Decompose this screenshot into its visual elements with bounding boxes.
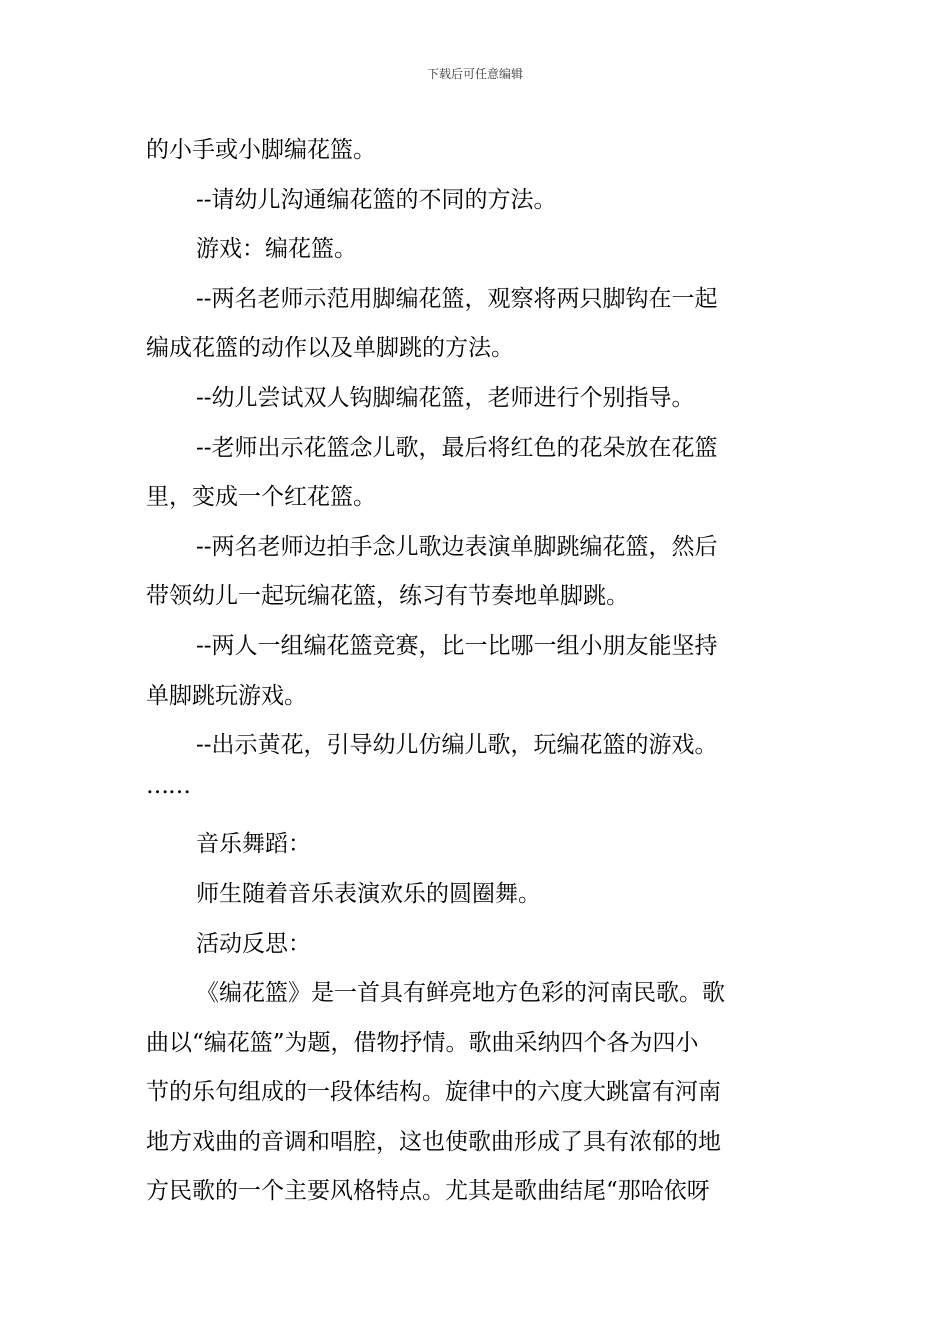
text-line: --老师出示花篮念儿歌，最后将红色的花朵放在花篮: [196, 434, 718, 461]
text-line: 编成花篮的动作以及单脚跳的方法。: [146, 335, 514, 362]
page-header: 下载后可任意编辑: [426, 67, 523, 81]
text-line: 节的乐句组成的一段体结构。旋律中的六度大跳富有河南: [146, 1079, 721, 1106]
ellipsis-line: ……: [146, 772, 190, 799]
document-body: [146, 126, 806, 1217]
section-heading: 游戏：编花篮。: [196, 236, 357, 263]
section-heading: 音乐舞蹈：: [196, 831, 311, 858]
text-line: --两人一组编花篮竞赛，比一比哪一组小朋友能坚持: [196, 632, 718, 659]
text-line: 带领幼儿一起玩编花篮，练习有节奏地单脚跳。: [146, 583, 629, 610]
text-line: --幼儿尝试双人钩脚编花篮，老师进行个别指导。: [196, 384, 695, 411]
text-line: 曲以“编花篮”为题，借物抒情。歌曲采纳四个各为四小: [146, 1029, 699, 1056]
text-line: --两名老师示范用脚编花篮，观察将两只脚钩在一起: [196, 285, 718, 312]
text-line: 师生随着音乐表演欢乐的圆圈舞。: [196, 880, 541, 907]
text-line: 方民歌的一个主要风格特点。尤其是歌曲结尾“那哈依呀: [146, 1178, 710, 1205]
text-line: --两名老师边拍手念儿歌边表演单脚跳编花篮，然后: [196, 533, 718, 560]
text-line: 里，变成一个红花篮。: [146, 484, 376, 511]
text-line: 地方戏曲的音调和唱腔，这也使歌曲形成了具有浓郁的地: [146, 1128, 721, 1155]
text-line: 的小手或小脚编花篮。: [146, 137, 376, 163]
text-line: --请幼儿沟通编花篮的不同的方法。: [196, 186, 557, 213]
section-heading: 活动反思：: [196, 930, 311, 957]
text-line: --出示黄花，引导幼儿仿编儿歌，玩编花篮的游戏。: [196, 732, 718, 759]
text-line: 单脚跳玩游戏。: [146, 682, 307, 709]
text-line: 《编花篮》是一首具有鲜亮地方色彩的河南民歌。歌: [196, 980, 725, 1007]
